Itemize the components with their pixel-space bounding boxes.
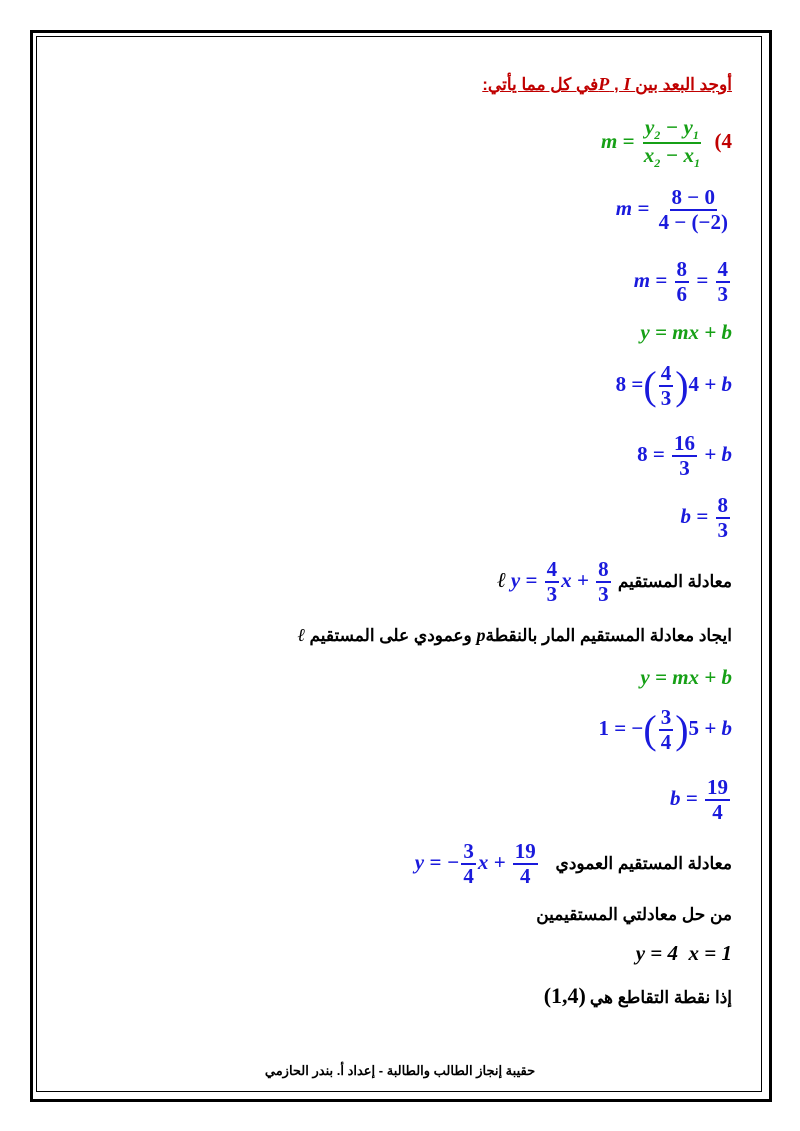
- perp-intercept: b = $\frac{19}{4}$: [670, 775, 728, 825]
- simplify-step: 8 = $\frac{16}{3}$ + b: [637, 431, 732, 481]
- perp-intro: [297, 625, 732, 646]
- slope-substitution: m = $\frac{8 - 0}{4 - (-2)}$: [615, 185, 728, 235]
- heading-suffix: في كل مما يأتي:: [482, 75, 599, 94]
- substitute-point: 8 =( $\frac{4}{3}$ )4 + b: [615, 361, 732, 411]
- footer-credit: حقيبة إنجاز الطالب والطالبة - إعداد أ. بندر الحازمي: [264, 1063, 536, 1078]
- solve-text: من حل معادلتي المستقيمين: [536, 905, 732, 924]
- line-var: ℓ: [496, 567, 506, 592]
- conclusion-text: إذا نقطة التقاطع هي: [589, 988, 732, 1007]
- perp-intro-part2: وعمودي على المستقيم: [309, 626, 472, 645]
- conclusion-row: [544, 983, 732, 1009]
- heading-prefix: أوجد البعد بين: [635, 75, 732, 94]
- perp-equation-label: معادلة المستقيم العمودي: [555, 853, 732, 873]
- perp-intro-part1: ايجاد معادلة المستقيم المار بالنقطة: [485, 626, 732, 645]
- intercept-result: b = $\frac{8}{3}$: [680, 493, 728, 543]
- line-equation-label: معادلة المستقيم: [617, 571, 732, 591]
- line-equation-row: [497, 558, 732, 606]
- slope-result: m = $\frac{8}{6}$ = $\frac{4}{3}$: [633, 257, 728, 307]
- perp-point: p: [476, 625, 486, 645]
- line-formula-2: y = mx + b: [640, 665, 732, 689]
- problem-number: (4: [714, 129, 732, 154]
- slope-formula: m = $\frac{y_2 - y_1}{x_2 - x_1}$ (4: [600, 115, 732, 171]
- perp-substitute: 1 = −( $\frac{3}{4}$ )5 + b: [598, 705, 732, 755]
- question-heading: [482, 74, 732, 95]
- heading-var-i: I: [623, 74, 631, 94]
- heading-var-p: P: [598, 74, 610, 94]
- heading-comma: ,: [609, 75, 624, 94]
- intersection-point: (1,4): [543, 983, 586, 1008]
- perp-equation-row: [415, 840, 732, 888]
- perp-line-var: ℓ: [297, 625, 305, 645]
- line-equation: ℓ y = $\frac{4}{3}$ x + $\frac{8}{3}$: [496, 557, 609, 607]
- perp-equation: y = − $\frac{3}{4}$ x + $\frac{19}{4}$: [414, 839, 536, 889]
- solution: y = 4 x = 1: [635, 941, 732, 965]
- line-formula-1: y = mx + b: [640, 320, 732, 344]
